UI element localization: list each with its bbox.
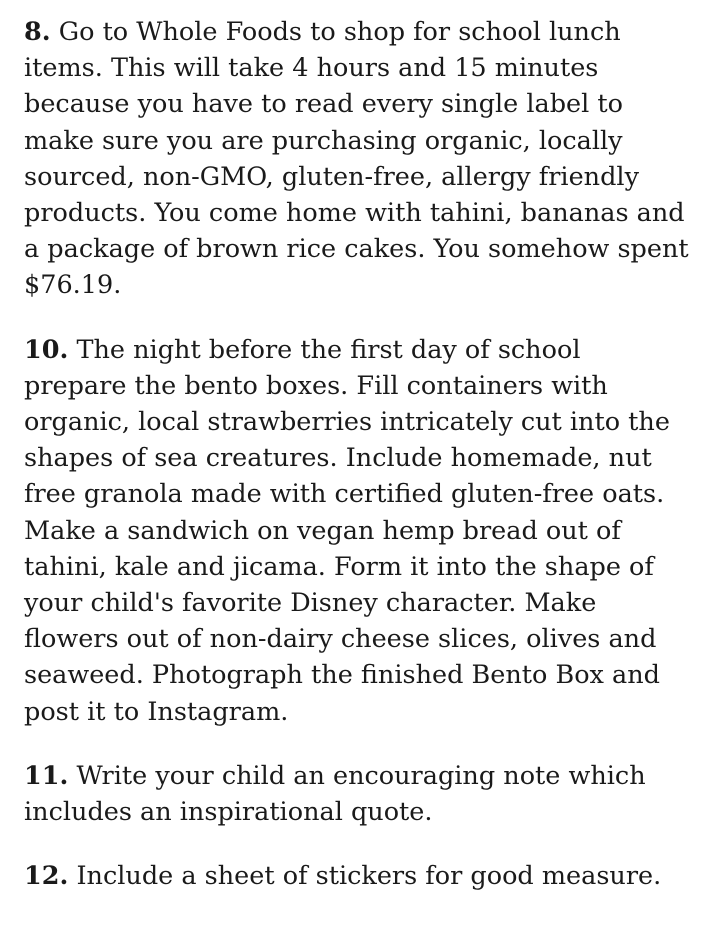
list-item-12: [24, 858, 690, 894]
item-number: 10.: [24, 334, 69, 365]
list-item-paragraph: [24, 332, 690, 730]
item-number: 12.: [24, 861, 69, 892]
list-item-paragraph: [24, 858, 690, 894]
list-item-paragraph: [24, 14, 690, 304]
list-item-11: [24, 758, 690, 830]
item-text: Include a sheet of stickers for good measure.: [76, 861, 662, 892]
list-item-10: [24, 332, 690, 730]
item-text: The night before the first day of school prepare the bento boxes. Fill containers with organic, local strawberries intricately cut into the shapes of sea creatures. Include homemade, nut free granola made with certified gluten-free oats. Make a sandwich on vegan hemp bread out of tahini, kale and jicama. Form it into the shape of your child's favorite Disney character. Make flowers out of non-dairy cheese slices, olives and seaweed. Photograph the finished Bento Box and post it to Instagram.: [24, 334, 670, 727]
list-item-8: [24, 14, 690, 304]
item-number: 11.: [24, 760, 69, 791]
item-text: Write your child an encouraging note which includes an inspirational quote.: [24, 760, 646, 828]
item-text: Go to Whole Foods to shop for school lunch items. This will take 4 hours and 15 minutes because you have to read every single label to make sure you are purchasing organic, locally sourced, non-GMO, gluten-free, allergy friendly products. You come home with tahini, bananas and a package of brown rice cakes. You somehow spent $76.19.: [24, 17, 689, 301]
item-number: 8.: [24, 17, 51, 47]
list-item-paragraph: [24, 758, 690, 830]
